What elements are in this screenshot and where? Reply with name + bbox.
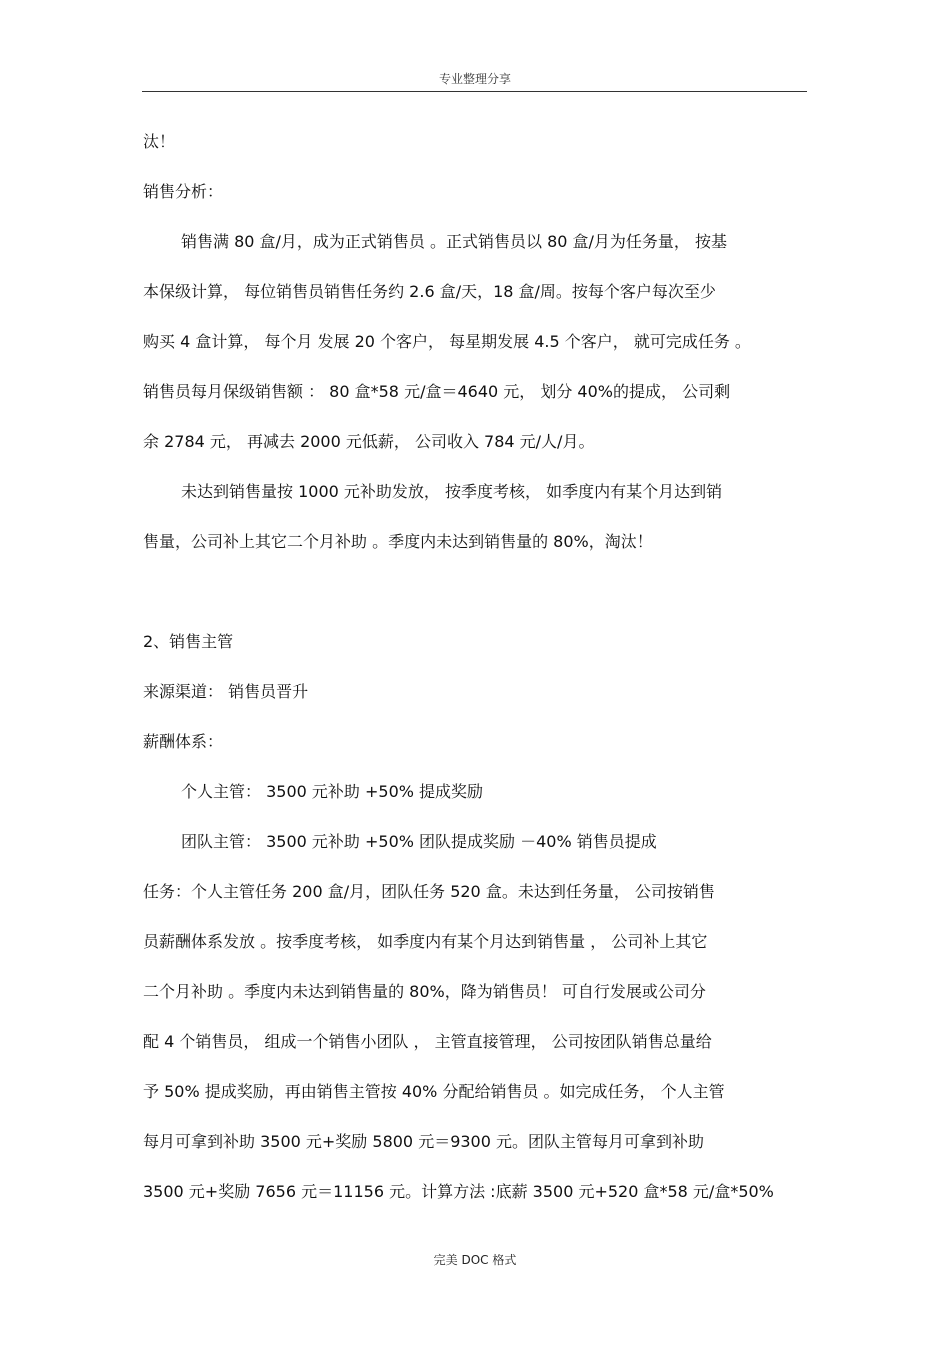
text-line: 予 50% 提成奖励，再由销售主管按 40% 分配给销售员 。如完成任务， 个人主管 [143, 1082, 725, 1101]
text-line: 任务：个人主管任务 200 盒/月，团队任务 520 盒。未达到任务量， 公司按销售 [143, 882, 715, 901]
text-line: 员薪酬体系发放 。按季度考核， 如季度内有某个月达到销售量 ， 公司补上其它 [143, 932, 708, 951]
text-line: 本保级计算， 每位销售员销售任务约 2.6 盒/天，18 盒/周。按每个客户每次至少 [143, 282, 716, 301]
text-line: 未达到销售量按 1000 元补助发放， 按季度考核， 如季度内有某个月达到销 [181, 482, 723, 501]
text-line: 购买 4 盒计算， 每个月 发展 20 个客户， 每星期发展 4.5 个客户， 就可完成任务 。 [143, 332, 751, 351]
header-divider [142, 91, 807, 92]
text-line: 售量，公司补上其它二个月补助 。季度内未达到销售量的 80%，淘汰！ [143, 532, 653, 551]
text-line: 汰！ [143, 132, 176, 151]
text-line: 配 4 个销售员， 组成一个销售小团队 ， 主管直接管理， 公司按团队销售总量给 [143, 1032, 712, 1051]
text-line: 3500 元+奖励 7656 元＝11156 元。计算方法 :底薪 3500 元+520 盒*58 元/盒*50% [143, 1182, 774, 1201]
section-label-sales-analysis: 销售分析： [143, 182, 224, 201]
text-line: 余 2784 元， 再减去 2000 元低薪， 公司收入 784 元/人/月。 [143, 432, 595, 451]
text-line: 销售满 80 盒/月，成为正式销售员 。正式销售员以 80 盒/月为任务量， 按基 [181, 232, 728, 251]
page-footer-text: 完美 DOC 格式 [433, 1253, 517, 1267]
text-line: 个人主管： 3500 元补助 +50% 提成奖励 [181, 782, 484, 801]
text-line: 团队主管： 3500 元补助 +50% 团队提成奖励 －40% 销售员提成 [181, 832, 657, 851]
text-line: 每月可拿到补助 3500 元+奖励 5800 元＝9300 元。团队主管每月可拿到补助 [143, 1132, 704, 1151]
section-label-compensation: 薪酬体系： [143, 732, 224, 751]
page-header-text: 专业整理分享 [438, 72, 511, 86]
text-line: 来源渠道： 销售员晋升 [143, 682, 309, 701]
section-heading-sales-supervisor: 2、销售主管 [143, 632, 234, 651]
text-line: 销售员每月保级销售额 ： 80 盒*58 元/盒＝4640 元， 划分 40%的提成， 公司剩 [143, 382, 731, 401]
text-line: 二个月补助 。季度内未达到销售量的 80%，降为销售员！ 可自行发展或公司分 [143, 982, 706, 1001]
